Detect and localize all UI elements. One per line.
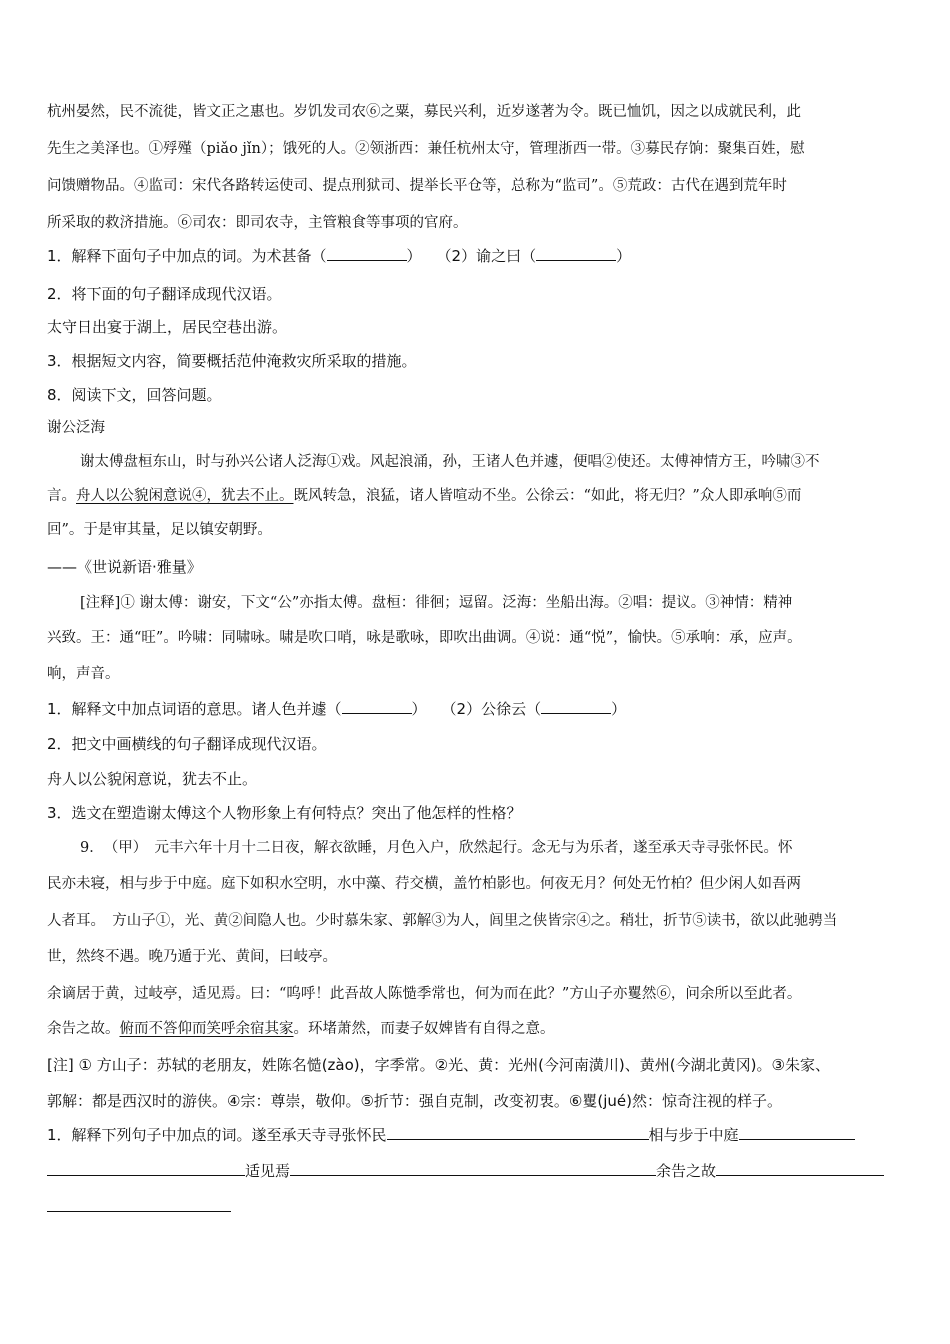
question-text: 相与步于中庭 xyxy=(648,1126,739,1144)
passage9-line-4: 世，然终不遇。晚乃遁于光、黄间，曰岐亭。 xyxy=(47,949,337,965)
passage9-line-2: 民亦未寝，相与步于中庭。庭下如积水空明，水中藻、荇交横，盖竹柏影也。何夜无月？何处无竹柏？但少闲人如吾两 xyxy=(47,876,801,892)
passage8-note-1: [注释]① 谢太傅：谢安，下文“公”亦指太傅。盘桓：徘徊；逗留。泛海：坐船出海。②唱：提议。③神情：精神 xyxy=(80,595,793,611)
question-text: 1．解释文中加点词语的意思。诸人色并遽（ xyxy=(47,700,342,718)
answer-blank[interactable] xyxy=(47,1161,245,1176)
underlined-sentence: 舟人以公貌闲意说④，犹去不止。 xyxy=(76,488,294,504)
passage7-line-2: 先生之美泽也。①殍殣（piǎo jǐn）；饿死的人。②领浙西：兼任杭州太守，管理浙西一带。③募民存饷：聚集百姓，慰 xyxy=(47,141,805,157)
answer-blank[interactable] xyxy=(716,1161,884,1176)
passage9-note-1: [注] ① 方山子：苏轼的老朋友，姓陈名慥(zào)，字季常。②光、黄：光州(今河南潢川)、黄州(今湖北黄冈)。③朱家、 xyxy=(47,1056,830,1074)
question-8-heading: 8．阅读下文，回答问题。 xyxy=(47,386,222,404)
passage8-title: 谢公泛海 xyxy=(47,420,105,436)
passage8-sentence: 舟人以公貌闲意说，犹去不止。 xyxy=(47,770,258,788)
passage8-note-2: 兴致。王：通“旺”。吟啸：同啸咏。啸是吹口哨，咏是歌咏，即吹出曲调。④说：通“悦”，愉快。⑤承响：承，应声。 xyxy=(47,630,802,646)
passage8-question-3: 3．选文在塑造谢太傅这个人物形象上有何特点？突出了他怎样的性格？ xyxy=(47,804,522,822)
question-text: 适见焉 xyxy=(245,1162,291,1180)
question-text: ） xyxy=(616,247,632,265)
question-text: 余告之故 xyxy=(656,1162,717,1180)
passage7-line-4: 所采取的救济措施。⑥司农：即司农寺，主管粮食等事项的官府。 xyxy=(47,215,468,231)
passage7-sentence: 太守日出宴于湖上，居民空巷出游。 xyxy=(47,318,288,336)
passage9-question-1-blank-line xyxy=(47,1196,907,1218)
passage9-line-6 xyxy=(47,1018,907,1040)
passage8-source: ——《世说新语·雅量》 xyxy=(47,558,202,576)
answer-blank[interactable] xyxy=(327,246,407,261)
question-text: ） （2）谕之曰（ xyxy=(406,247,537,265)
question-text: ） （2）公徐云（ xyxy=(411,700,542,718)
passage8-line-1: 谢太傅盘桓东山，时与孙兴公诸人泛海①戏。风起浪涌，孙，王诸人色并遽，便唱②使还。太傅神情方王，吟啸③不 xyxy=(80,454,820,470)
passage8-line-3: 回”。于是审其量，足以镇安朝野。 xyxy=(47,522,272,538)
text-span: 余告之故。 xyxy=(47,1021,120,1037)
passage7-question-3: 3．根据短文内容，简要概括范仲淹救灾所采取的措施。 xyxy=(47,352,417,370)
answer-blank[interactable] xyxy=(739,1125,855,1140)
answer-blank[interactable] xyxy=(342,699,412,714)
text-span: 言。 xyxy=(47,488,76,504)
passage8-question-1 xyxy=(47,698,907,720)
underlined-sentence: 俯而不答仰而笑呼余宿其家 xyxy=(119,1021,294,1037)
passage7-question-1 xyxy=(47,245,907,267)
passage9-line-3: 人者耳。 方山子①，光、黄②间隐人也。少时慕朱家、郭解③为人，闾里之侠皆宗④之。稍壮，折节⑤读书，欲以此驰骋当 xyxy=(47,913,838,929)
answer-blank[interactable] xyxy=(536,246,616,261)
question-text: ） xyxy=(611,700,627,718)
passage7-question-2: 2．将下面的句子翻译成现代汉语。 xyxy=(47,285,282,303)
passage8-note-3: 响，声音。 xyxy=(47,666,120,682)
text-span: 。环堵萧然，而妻子奴婢皆有自得之意。 xyxy=(293,1021,555,1037)
answer-blank[interactable] xyxy=(290,1161,656,1176)
passage8-question-2: 2．把文中画横线的句子翻译成现代汉语。 xyxy=(47,735,327,753)
answer-blank[interactable] xyxy=(47,1197,231,1212)
passage8-line-2 xyxy=(47,485,907,507)
passage9-question-1-cont xyxy=(47,1160,907,1182)
answer-blank[interactable] xyxy=(387,1125,649,1140)
passage9-line-1: 9． （甲） 元丰六年十月十二日夜，解衣欲睡，月色入户，欣然起行。念无与为乐者，遂至承天寺寻张怀民。怀 xyxy=(80,840,793,856)
text-span: 既风转急，浪猛，诸人皆喧动不坐。公徐云：“如此，将无归？”众人即承响⑤而 xyxy=(293,488,802,504)
question-text: 1．解释下面句子中加点的词。为术甚备（ xyxy=(47,247,327,265)
question-text: 1．解释下列句子中加点的词。遂至承天寺寻张怀民 xyxy=(47,1126,387,1144)
answer-blank[interactable] xyxy=(541,699,611,714)
passage9-line-5: 余谪居于黄，过岐亭，适见焉。曰：“呜呼！此吾故人陈慥季常也，何为而在此？”方山子亦矍然⑥，问余所以至此者。 xyxy=(47,986,802,1002)
passage9-question-1 xyxy=(47,1124,907,1146)
passage9-note-2: 郭解：都是西汉时的游侠。④宗：尊崇，敬仰。⑤折节：强自克制，改变初衷。⑥矍(jué)然：惊奇注视的样子。 xyxy=(47,1092,782,1110)
passage7-line-1: 杭州晏然，民不流徙，皆文正之惠也。岁饥发司农⑥之粟，募民兴利，近岁遂著为令。既已恤饥，因之以成就民利，此 xyxy=(47,104,801,120)
passage7-line-3: 问馈赠物品。④监司：宋代各路转运使司、提点刑狱司、提举长平仓等，总称为“监司”。⑤荒政：古代在遇到荒年时 xyxy=(47,178,787,194)
